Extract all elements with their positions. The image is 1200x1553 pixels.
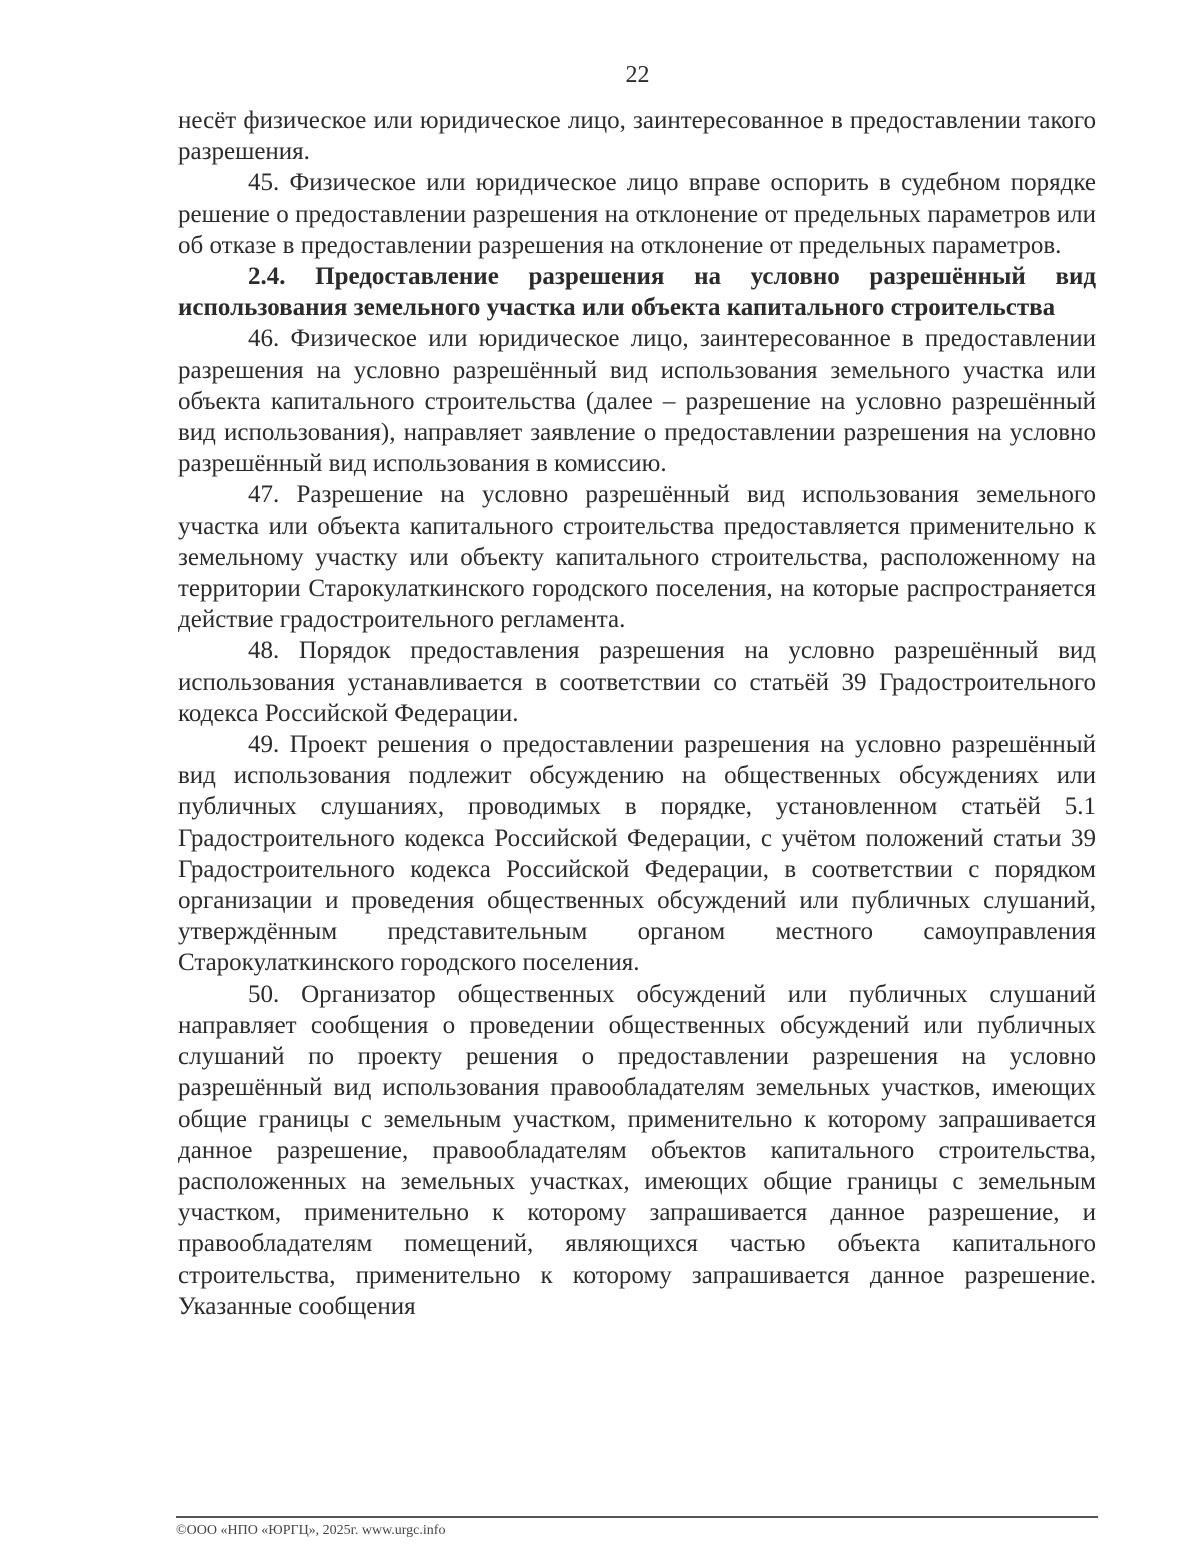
paragraph-46: 46. Физическое или юридическое лицо, заинтересованное в предоставлении разрешения на условно разрешённый вид использования земельного участка или объекта капитального строительства (далее – разрешение на условно разрешённый вид использования), направляет заявление о предоставлении разрешения на условно разрешённый вид использования в комиссию.: [178, 325, 1096, 478]
paragraph-50: 50. Организатор общественных обсуждений или публичных слушаний направляет сообщения о проведении общественных обсуждений или публичных слушаний по проекту решения о предоставлении разрешения на условно разрешённый вид использования правообладателям земельных участков, имеющих общие границы с земельным участком, применительно к которому запрашивается данное разрешение, правообладателям объектов капитального строительства, расположенных на земельных участках, имеющих общие границы с земельным участком, применительно к которому запрашивается данное разрешение, и правообладателям помещений, являющихся частью объекта капитального строительства, применительно к которому запрашивается данное разрешение. Указанные сообщения: [178, 980, 1096, 1320]
document-body: [178, 105, 1096, 1322]
paragraph-45: 45. Физическое или юридическое лицо вправе оспорить в судебном порядке решение о предоставлении разрешения на отклонение от предельных параметров или об отказе в предоставлении разрешения на отклонение от предельных параметров.: [178, 169, 1096, 259]
paragraph-49: 49. Проект решения о предоставлении разрешения на условно разрешённый вид использования подлежит обсуждению на общественных обсуждениях или публичных слушаниях, проводимых в порядке, установленном статьёй 5.1 Градостроительного кодекса Российской Федерации, с учётом положений статьи 39 Градостроительного кодекса Российской Федерации, в соответствии с порядком организации и проведения общественных обсуждений или публичных слушаний, утверждённым представительным органом местного самоуправления Старокулаткинского городского поселения.: [178, 731, 1096, 977]
section-heading-2-4: 2.4. Предоставление разрешения на условно разрешённый вид использования земельного участка или объекта капитального строительства: [178, 263, 1096, 322]
paragraph-continuation: несёт физическое или юридическое лицо, заинтересованное в предоставлении такого разрешения.: [178, 107, 1096, 166]
footer-divider: [176, 1516, 1098, 1518]
page-number: 22: [625, 62, 650, 88]
footer-copyright: ©ООО «НПО «ЮРГЦ», 2025г. www.urgc.info: [176, 1523, 446, 1538]
paragraph-48: 48. Порядок предоставления разрешения на условно разрешённый вид использования устанавливается в соответствии со статьёй 39 Градостроительного кодекса Российской Федерации.: [178, 637, 1096, 727]
paragraph-47: 47. Разрешение на условно разрешённый вид использования земельного участка или объекта капитального строительства предоставляется применительно к земельному участку или объекту капитального строительства, расположенному на территории Старокулаткинского городского поселения, на которые распространяется действие градостроительного регламента.: [178, 481, 1096, 634]
